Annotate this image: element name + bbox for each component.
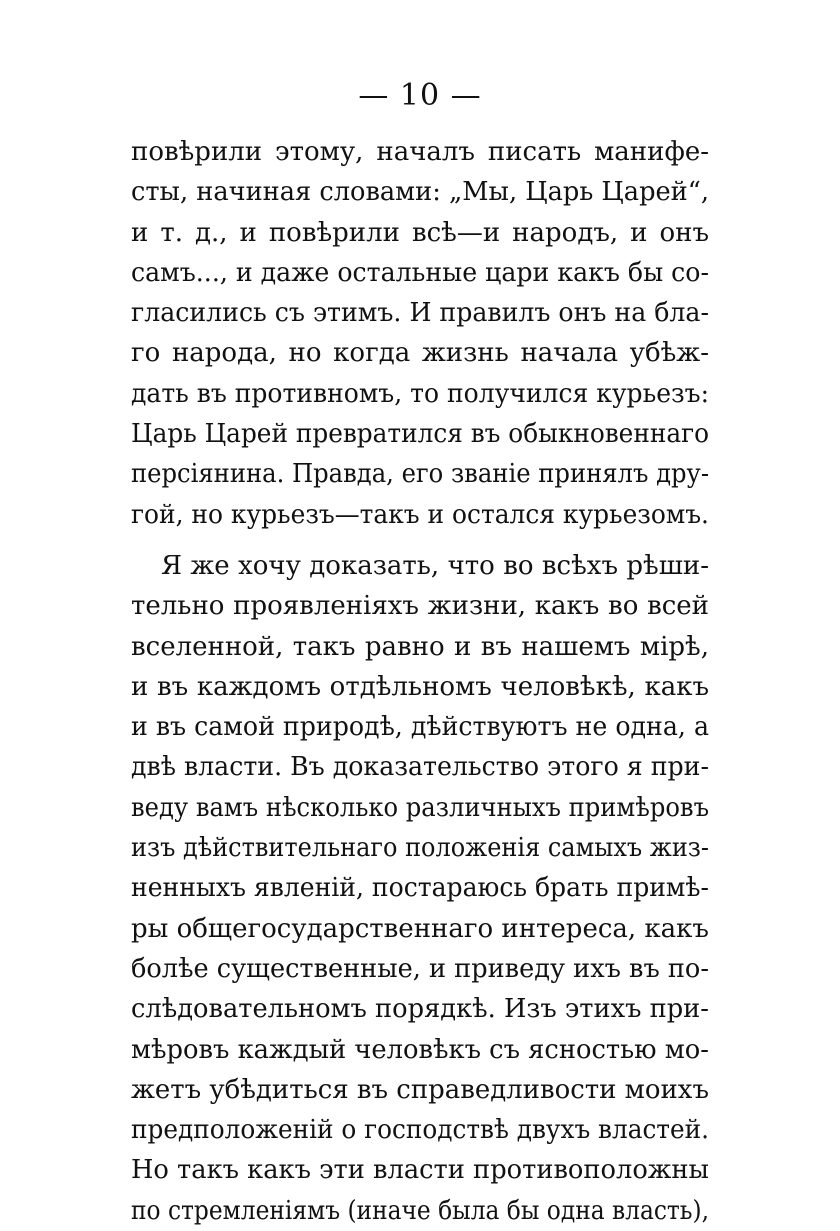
text-line: предположеній о господствѣ двухъ властей. (131, 1115, 710, 1146)
text-line: двѣ власти. Въ доказательство этого я при- (131, 752, 710, 783)
text-line: изъ дѣйствительнаго положенія самыхъ жиз- (131, 833, 710, 864)
text-line: и т. д., и повѣрили всѣ—и народъ, и онъ (131, 217, 709, 248)
text-line: персіянина. Правда, его званіе принялъ дру- (131, 459, 710, 490)
text-line: и въ каждомъ отдѣльномъ человѣкѣ, какъ (131, 671, 709, 702)
text-line: вселенной, такъ равно и въ нашемъ мірѣ, (131, 631, 709, 662)
text-line: болѣе существенные, и приведу ихъ въ по- (131, 953, 709, 984)
paragraph-2 (131, 546, 709, 1231)
text-line: тельно проявленіяхъ жизни, какъ во всей (131, 591, 709, 622)
paragraph-1 (131, 132, 709, 535)
text-line: Но такъ какъ эти власти противоположны (131, 1155, 710, 1186)
text-line: слѣдовательномъ порядкѣ. Изъ этихъ при- (131, 994, 709, 1025)
text-line: веду вамъ нѣсколько различныхъ примѣровъ (131, 792, 709, 823)
text-line: мѣровъ каждый человѣкъ съ ясностью мо- (131, 1034, 709, 1065)
text-line: гласились съ этимъ. И правилъ онъ на бла- (131, 298, 709, 329)
text-line: повѣрили этому, началъ писать манифе- (131, 137, 709, 167)
text-line: сты, начиная словами: „Мы, Царь Царей“, (131, 177, 710, 208)
text-line: ненныхъ явленій, постараюсь брать примѣ- (131, 873, 709, 904)
text-line: жетъ убѣдиться въ справедливости моихъ (131, 1074, 709, 1105)
page-number: — 10 — (358, 78, 482, 113)
text-line: и въ самой природѣ, дѣйствуютъ не одна, а (131, 712, 709, 743)
text-line: Я же хочу доказать, что во всѣхъ рѣши- (161, 550, 709, 581)
text-line: дать въ противномъ, то получился курьезъ: (131, 378, 710, 409)
text-line: го народа, но когда жизнь начала убѣж- (131, 338, 709, 369)
text-line: ры общегосударственнаго интереса, какъ (131, 913, 709, 944)
body-text (131, 132, 709, 1231)
text-line: самъ..., и даже остальные цари какъ бы со- (131, 257, 709, 288)
text-line: по стремленіямъ (иначе была бы одна власть), (131, 1195, 710, 1226)
text-line: гой, но курьезъ—такъ и остался курьезомъ. (131, 499, 709, 530)
text-line: Царь Царей превратился въ обыкновеннаго (131, 419, 710, 450)
